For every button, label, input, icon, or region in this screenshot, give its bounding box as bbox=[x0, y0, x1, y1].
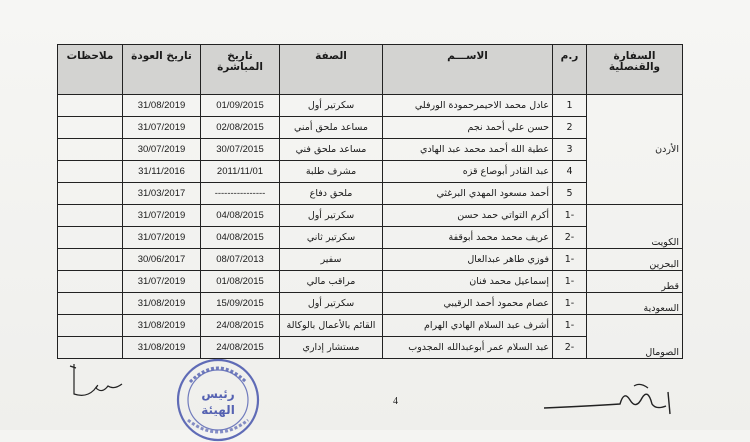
return-date-cell: 31/07/2019 bbox=[123, 227, 201, 249]
return-date-cell: 30/06/2017 bbox=[123, 249, 201, 271]
start-date-cell: 24/08/2015 bbox=[201, 337, 280, 359]
position-cell: سكرتير أول bbox=[280, 293, 383, 315]
table-body bbox=[58, 95, 683, 359]
employee-name-cell: أحمد مسعود المهدي البرغثي bbox=[383, 183, 553, 205]
return-date-cell: 31/08/2019 bbox=[123, 293, 201, 315]
official-stamp-icon bbox=[168, 352, 268, 442]
row-number-cell: -1 bbox=[553, 271, 587, 293]
employee-name-cell: حسن علي أحمد نجم bbox=[383, 117, 553, 139]
svg-text:رئيس: رئيس bbox=[201, 387, 235, 401]
start-date-cell: 02/08/2015 bbox=[201, 117, 280, 139]
position-cell: مراقب مالي bbox=[280, 271, 383, 293]
table-row bbox=[58, 315, 683, 337]
row-number-cell: -1 bbox=[553, 249, 587, 271]
employee-name-cell: إسماعيل محمد فنان bbox=[383, 271, 553, 293]
header-start-date: تاريخ المباشرة bbox=[201, 45, 280, 95]
row-number-cell: 1 bbox=[553, 95, 587, 117]
position-cell: ملحق دفاع bbox=[280, 183, 383, 205]
position-cell: مشرف طلبة bbox=[280, 161, 383, 183]
table-row bbox=[58, 293, 683, 315]
position-cell: مساعد ملحق فني bbox=[280, 139, 383, 161]
position-cell: القائم بالأعمال بالوكالة bbox=[280, 315, 383, 337]
start-date-cell: 24/08/2015 bbox=[201, 315, 280, 337]
row-number-cell: -1 bbox=[553, 315, 587, 337]
country-cell: الصومال bbox=[587, 315, 683, 359]
start-date-cell: 04/08/2015 bbox=[201, 205, 280, 227]
row-number-cell: -2 bbox=[553, 227, 587, 249]
country-cell: الأردن bbox=[587, 95, 683, 205]
header-notes: ملاحظات bbox=[58, 45, 123, 95]
start-date-cell: 2011/11/01 bbox=[201, 161, 280, 183]
country-cell: قطر bbox=[587, 271, 683, 293]
country-cell: البحرين bbox=[587, 249, 683, 271]
row-number-cell: -1 bbox=[553, 205, 587, 227]
position-cell: سكرتير أول bbox=[280, 95, 383, 117]
employee-name-cell: عصام محمود أحمد الرقيبي bbox=[383, 293, 553, 315]
notes-cell bbox=[58, 249, 123, 271]
right-signature-icon bbox=[540, 380, 680, 420]
employee-name-cell: أكرم التواتي حمد حسن bbox=[383, 205, 553, 227]
employee-name-cell: عادل محمد الاحيمرحمودة الورفلي bbox=[383, 95, 553, 117]
return-date-cell: 30/07/2019 bbox=[123, 139, 201, 161]
row-number-cell: 5 bbox=[553, 183, 587, 205]
start-date-cell: 01/09/2015 bbox=[201, 95, 280, 117]
row-number-cell: 3 bbox=[553, 139, 587, 161]
svg-text:الهيئة: الهيئة bbox=[201, 403, 235, 417]
notes-cell bbox=[58, 117, 123, 139]
staff-table bbox=[57, 44, 683, 359]
position-cell: سكرتير ثاني bbox=[280, 227, 383, 249]
notes-cell bbox=[58, 271, 123, 293]
position-cell: مساعد ملحق أمني bbox=[280, 117, 383, 139]
notes-cell bbox=[58, 161, 123, 183]
page-number: 4 bbox=[393, 396, 398, 407]
start-date-cell: 15/09/2015 bbox=[201, 293, 280, 315]
notes-cell bbox=[58, 139, 123, 161]
notes-cell bbox=[58, 183, 123, 205]
header-num: ر.م bbox=[553, 45, 587, 95]
table-row bbox=[58, 249, 683, 271]
return-date-cell: 31/07/2019 bbox=[123, 117, 201, 139]
table-header-row bbox=[58, 45, 683, 95]
return-date-cell: 31/07/2019 bbox=[123, 271, 201, 293]
header-name: الاســـم bbox=[383, 45, 553, 95]
notes-cell bbox=[58, 293, 123, 315]
position-cell: سفير bbox=[280, 249, 383, 271]
position-cell: سكرتير أول bbox=[280, 205, 383, 227]
country-cell: السعودية bbox=[587, 293, 683, 315]
return-date-cell: 31/08/2019 bbox=[123, 95, 201, 117]
row-number-cell: -2 bbox=[553, 337, 587, 359]
start-date-cell: 08/07/2013 bbox=[201, 249, 280, 271]
row-number-cell: 4 bbox=[553, 161, 587, 183]
position-cell: مستشار إداري bbox=[280, 337, 383, 359]
return-date-cell: 31/07/2019 bbox=[123, 205, 201, 227]
employee-name-cell: فوزي طاهر عبدالعال bbox=[383, 249, 553, 271]
start-date-cell: 30/07/2015 bbox=[201, 139, 280, 161]
return-date-cell: 31/08/2019 bbox=[123, 315, 201, 337]
table-row bbox=[58, 205, 683, 227]
notes-cell bbox=[58, 95, 123, 117]
notes-cell bbox=[58, 337, 123, 359]
row-number-cell: -1 bbox=[553, 293, 587, 315]
header-position: الصفة bbox=[280, 45, 383, 95]
return-date-cell: 31/08/2019 bbox=[123, 337, 201, 359]
header-country: السفارة والقنصلية bbox=[587, 45, 683, 95]
employee-name-cell: عطية الله أحمد محمد عبد الهادي bbox=[383, 139, 553, 161]
employee-name-cell: عبد القادر أبوصاع قزه bbox=[383, 161, 553, 183]
table-row bbox=[58, 95, 683, 117]
employee-name-cell: أشرف عبد السلام الهادي الهرام bbox=[383, 315, 553, 337]
table-row bbox=[58, 271, 683, 293]
return-date-cell: 31/11/2016 bbox=[123, 161, 201, 183]
start-date-cell: 01/08/2015 bbox=[201, 271, 280, 293]
employee-name-cell: عبد السلام عمر أبوعبدالله المجدوب bbox=[383, 337, 553, 359]
country-cell: الكويت bbox=[587, 205, 683, 249]
employee-name-cell: عريف محمد محمد أبوقفة bbox=[383, 227, 553, 249]
notes-cell bbox=[58, 205, 123, 227]
notes-cell bbox=[58, 227, 123, 249]
return-date-cell: 31/03/2017 bbox=[123, 183, 201, 205]
row-number-cell: 2 bbox=[553, 117, 587, 139]
start-date-cell: 04/08/2015 bbox=[201, 227, 280, 249]
header-return-date: تاريخ العودة bbox=[123, 45, 201, 95]
start-date-cell: ---------------- bbox=[201, 183, 280, 205]
notes-cell bbox=[58, 315, 123, 337]
left-signature-icon bbox=[66, 360, 128, 400]
